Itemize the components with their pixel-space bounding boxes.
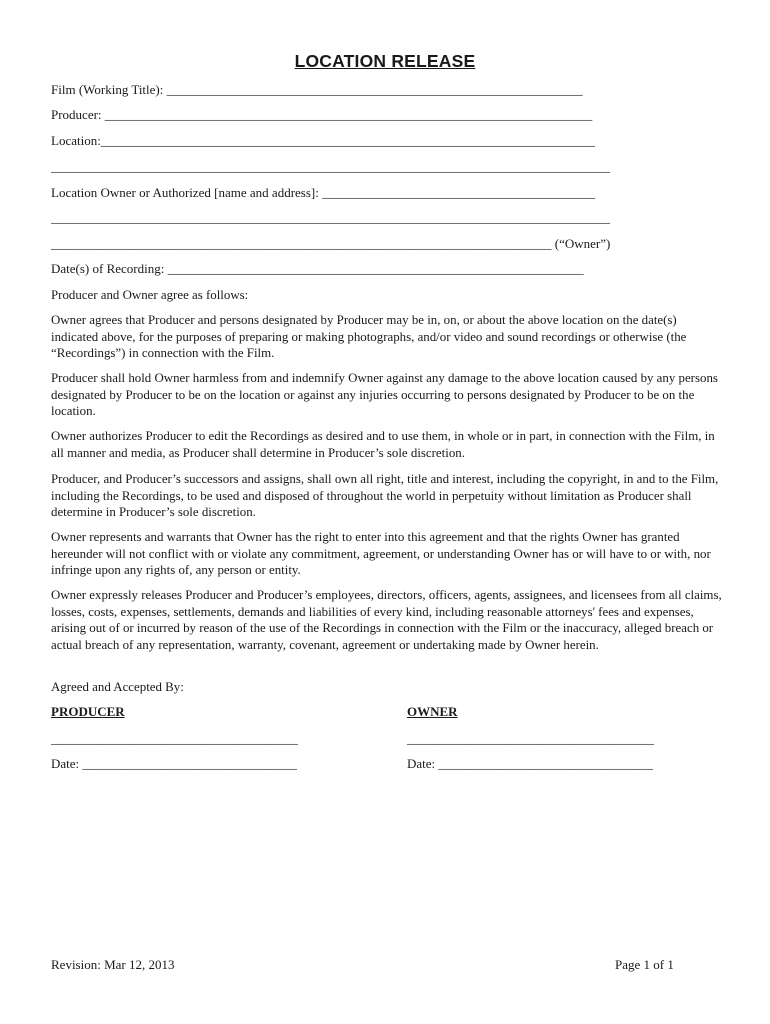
clause-release: Owner expressly releases Producer and Producer’s employees, directors, officers, agents, assignees, and licensees from all claims, losses, costs, expenses, settlements, demands and liabilities of every kind, including reasonable attorneys' fees and expenses, arising out of or incurred by reason of the use of the Recordings in connection with the Film or the inaccuracy, alleged breach or actual breach of any representation, warranty, covenant, agreement or undertaking made by Owner herein. (51, 588, 722, 653)
clause-ownership: Producer, and Producer’s successors and assigns, shall own all right, title and interest, including the copyright, in and to the Film, including the Recordings, to be used and disposed of throughout the world in perpetuity without limitation as Producer shall determine in Producer’s sole discretion. (51, 472, 719, 520)
owner-signature-line: ______________________________________ (407, 731, 654, 746)
recording-dates-field: Date(s) of Recording: ________________________________________________________________ (51, 261, 584, 276)
producer-heading: PRODUCER (51, 704, 125, 719)
owner-blank-line: ______________________________________________________________________________________ (51, 210, 610, 225)
intro-paragraph: Producer and Owner agree as follows: (51, 288, 249, 302)
clause-indemnify: Producer shall hold Owner harmless from and indemnify Owner against any damage to the above location caused by any persons designated by Producer to be on the location or against any injuries occurring to persons designated by Producer to be on the location. (51, 371, 718, 419)
film-title-field: Film (Working Title): ________________________________________________________________ (51, 82, 583, 97)
location-field: Location:____________________________________________________________________________ (51, 133, 595, 148)
producer-field: Producer: ___________________________________________________________________________ (51, 107, 593, 122)
clause-editing: Owner authorizes Producer to edit the Recordings as desired and to use them, in whole or in part, in connection with the Film, in all manner and media, as Producer shall determine in Producer’s sole discretion. (51, 429, 715, 460)
clause-location-access: Owner agrees that Producer and persons designated by Producer may be in, on, or about the above location on the date(s) indicated above, for the purposes of preparing or making photographs, and/or video and sound recordings or otherwise (the “Recordings”) in connection with the Film. (51, 313, 687, 361)
document-title: LOCATION RELEASE (294, 51, 476, 71)
owner-date-field: Date: _________________________________ (407, 756, 653, 771)
location-owner-field: Location Owner or Authorized [name and address]: __________________________________________ (51, 185, 596, 200)
owner-heading: OWNER (407, 704, 458, 719)
location-blank-line: ______________________________________________________________________________________ (51, 159, 610, 174)
page-number: Page 1 of 1 (615, 957, 674, 972)
clause-warranty: Owner represents and warrants that Owner has the right to enter into this agreement and that the rights Owner has granted hereunder will not conflict with or violate any commitment, agreement, or understanding Owner has or will have to or with, nor infringe upon any rights of, any person or entity. (51, 530, 711, 578)
producer-signature-line: ______________________________________ (51, 731, 298, 746)
producer-date-field: Date: _________________________________ (51, 756, 297, 771)
owner-name-line: _____________________________________________________________________________ (“Owner”) (51, 236, 611, 251)
revision-date: Revision: Mar 12, 2013 (51, 957, 175, 972)
agreed-accepted: Agreed and Accepted By: (51, 680, 184, 694)
